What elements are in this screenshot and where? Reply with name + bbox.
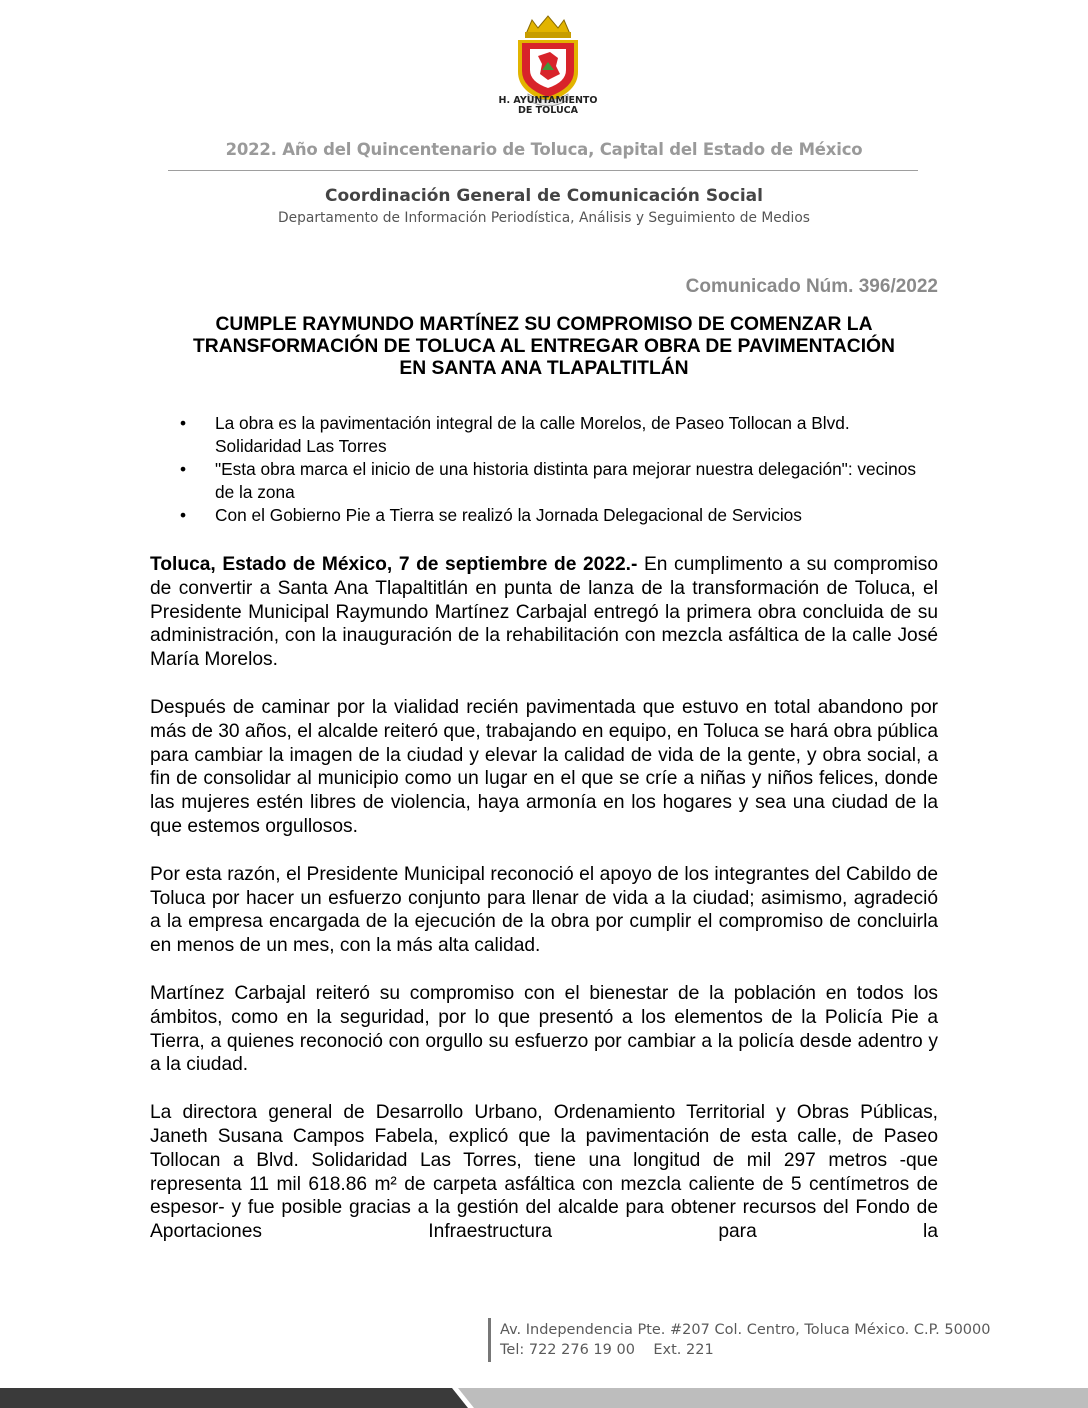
bullet-dot-icon: • bbox=[180, 505, 187, 525]
dateline: Toluca, Estado de México, 7 de septiembre de 2022.- bbox=[150, 554, 638, 575]
headline-line-3: EN SANTA ANA TLAPALTITLÁN bbox=[399, 358, 689, 379]
footer-stripe bbox=[0, 1388, 1088, 1408]
bullet-text: Con el Gobierno Pie a Tierra se realizó la Jornada Delegacional de Servicios bbox=[215, 505, 802, 525]
logo-caption-line2: DE TOLUCA bbox=[518, 105, 578, 116]
department-subtitle: Departamento de Información Periodística, Análisis y Seguimiento de Medios bbox=[278, 210, 810, 226]
paragraph-5: La directora general de Desarrollo Urbano, Ordenamiento Territorial y Obras Públicas, Janeth Susana Campos Fabela, explicó que la pavimentación de esta calle, de Paseo Tollocan a Blvd. Solidaridad Las Torres, tiene una longitud de mil 297 metros -que representa 11 mil 618.86 m² de carpeta asfáltica con mezcla caliente de 5 centímetros de espesor- y fue posible gracias a la gestión del alcalde para obtener recursos del Fondo de Aportaciones Infraestructura para la bbox=[150, 1102, 938, 1243]
bullet-text: "Esta obra marca el inicio de una historia distinta para mejorar nuestra delegación": vecinos de la zona bbox=[215, 459, 917, 502]
footer-address: Av. Independencia Pte. #207 Col. Centro, Toluca México. C.P. 50000 bbox=[500, 1322, 991, 1338]
headline-line-2: TRANSFORMACIÓN DE TOLUCA AL ENTREGAR OBRA DE PAVIMENTACIÓN bbox=[193, 336, 895, 357]
bullet-item bbox=[180, 504, 940, 527]
paragraph-4: Martínez Carbajal reiteró su compromiso con el bienestar de la población en todos los ámbitos, como en la seguridad, por lo que presentó a los elementos de la Policía Pie a Tierra, a quienes reconoció con orgullo su esfuerzo por cambiar a la policía desde adentro y a la ciudad. bbox=[150, 982, 938, 1076]
bullet-text: La obra es la pavimentación integral de la calle Morelos, de Paseo Tollocan a Blvd. Solidaridad Las Torres bbox=[215, 413, 850, 456]
footer-phone: Tel: 722 276 19 00 Ext. 221 bbox=[500, 1342, 714, 1358]
footer-divider bbox=[488, 1318, 491, 1362]
bullet-dot-icon: • bbox=[180, 413, 187, 433]
paragraph-3: Por esta razón, el Presidente Municipal reconoció el apoyo de los integrantes del Cabildo de Toluca por hacer un esfuerzo conjunto para llenar de vida a la ciudad; asimismo, agradeció a la empresa encargada de la ejecución de la obra por cumplir el compromiso de concluirla en menos de un mes, con la más alta calidad. bbox=[150, 863, 938, 957]
bullet-item bbox=[180, 412, 940, 458]
year-banner: 2022. Año del Quincentenario de Toluca, Capital del Estado de México bbox=[225, 140, 863, 159]
headline bbox=[150, 314, 938, 380]
logo-caption bbox=[470, 96, 626, 116]
summary-bullets bbox=[180, 412, 940, 527]
headline-line-1: CUMPLE RAYMUNDO MARTÍNEZ SU COMPROMISO DE COMENZAR LA bbox=[215, 314, 873, 335]
paragraph-1 bbox=[150, 553, 938, 672]
footer-contact bbox=[500, 1320, 990, 1360]
bullet-item bbox=[180, 458, 940, 504]
logo-caption-line1: H. AYUNTAMIENTO bbox=[498, 95, 598, 106]
header-divider bbox=[168, 170, 918, 171]
communique-number: Comunicado Núm. 396/2022 bbox=[685, 276, 938, 297]
paragraph-2: Después de caminar por la vialidad recién pavimentada que estuvo en total abandono por más de 30 años, el alcalde reiteró que, trabajando en equipo, en Toluca se hará obra pública para cambiar la imagen de la ciudad y elevar la calidad de vida de la gente, y obra social, a fin de consolidar al municipio como un lugar en el que se críe a niñas y niños felices, donde las mujeres estén libres de violencia, haya armonía en los hogares y sea una ciudad de la que estemos orgullosos. bbox=[150, 696, 938, 837]
article-body bbox=[150, 553, 938, 1268]
paragraph-1-text: En cumplimento a su compromiso de convertir a Santa Ana Tlapaltitlán en punta de lanza de la transformación de Toluca, el Presidente Municipal Raymundo Martínez Carbajal entregó la primera obra concluida de su administración, con la inauguración de la rehabilitación con mezcla asfáltica de la calle José María Morelos. bbox=[150, 554, 938, 671]
coordination-title: Coordinación General de Comunicación Social bbox=[325, 186, 763, 206]
bullet-dot-icon: • bbox=[180, 459, 187, 479]
